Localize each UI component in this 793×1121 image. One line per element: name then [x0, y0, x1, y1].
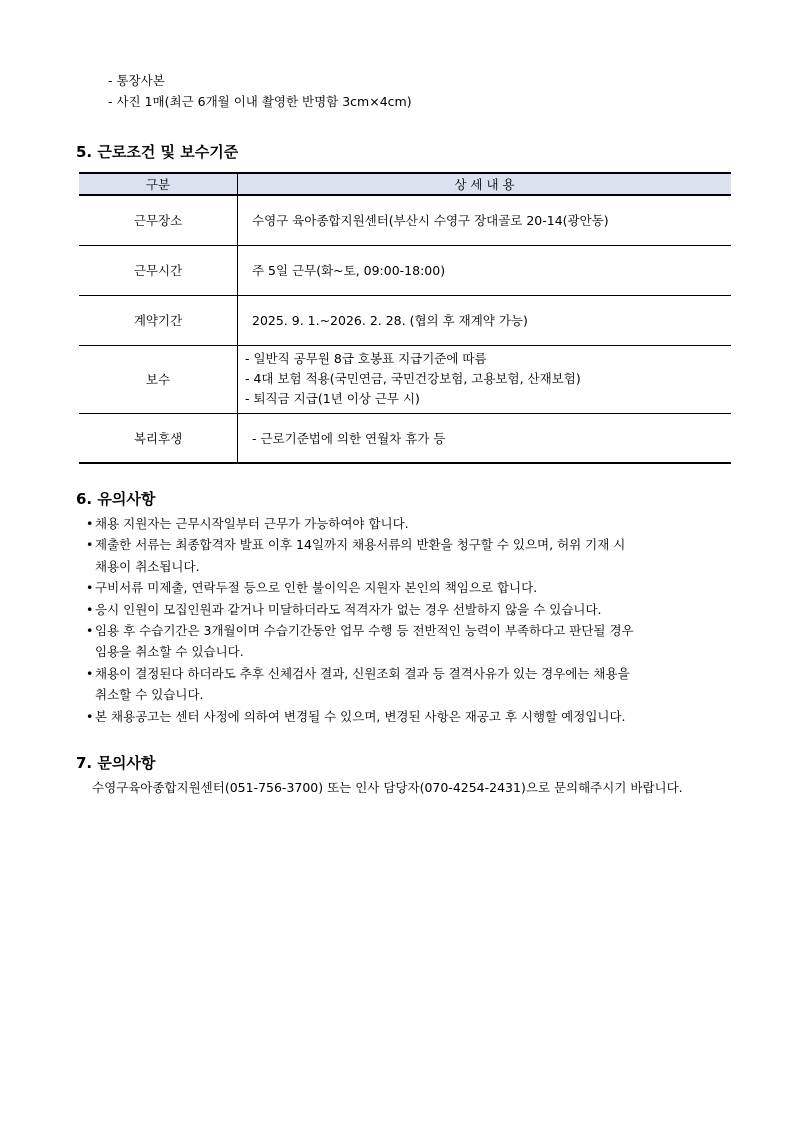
list-item [86, 620, 736, 663]
bullet-icon: • [86, 580, 94, 596]
row-label: 복리후생 [79, 413, 238, 463]
list-item [86, 577, 736, 598]
section7-heading: 7. 문의사항 [76, 754, 156, 772]
table-row [79, 195, 731, 245]
notice-text-cont: 임용을 취소할 수 있습니다. [95, 644, 244, 660]
column-header-category: 구분 [79, 173, 238, 195]
notice-text-cont: 취소할 수 있습니다. [95, 687, 204, 703]
list-item [86, 706, 736, 727]
row-label: 근무장소 [79, 195, 238, 245]
working-conditions-table [79, 172, 731, 464]
table-row [79, 295, 731, 345]
notice-text: 본 채용공고는 센터 사정에 의하여 변경될 수 있으며, 변경된 사항은 재공고 후 시행할 예정입니다. [95, 708, 626, 724]
pay-item: - 4대 보험 적용(국민연금, 국민건강보험, 고용보험, 산재보험) [245, 371, 581, 386]
notice-text: 응시 인원이 모집인원과 같거나 미달하더라도 적격자가 없는 경우 선발하지 않을 수 있습니다. [95, 601, 602, 617]
row-value: - 근로기준법에 의한 연월차 휴가 등 [238, 413, 732, 463]
list-item [86, 599, 736, 620]
notice-text: 임용 후 수습기간은 3개월이며 수습기간동안 업무 수행 등 전반적인 능력이 부족하다고 판단될 경우 [95, 623, 634, 639]
pay-item: - 일반직 공무원 8급 호봉표 지급기준에 따름 [245, 351, 487, 366]
column-header-details: 상 세 내 용 [238, 173, 732, 195]
notices-list [86, 513, 736, 727]
contact-info: 수영구육아종합지원센터(051-756-3700) 또는 인사 담당자(070-4254-2431)으로 문의해주시기 바랍니다. [92, 780, 683, 795]
row-value: 수영구 육아종합지원센터(부산시 수영구 장대골로 20-14(광안동) [238, 195, 732, 245]
document-item: - 통장사본 [108, 73, 165, 88]
bullet-icon: • [86, 601, 94, 617]
notice-text: 채용이 결정된다 하더라도 추후 신체검사 결과, 신원조회 결과 등 결격사유가 있는 경우에는 채용을 [95, 665, 630, 681]
table-row [79, 245, 731, 295]
section6-heading: 6. 유의사항 [76, 490, 156, 508]
list-item [86, 534, 736, 577]
row-label: 계약기간 [79, 295, 238, 345]
table-row [79, 413, 731, 463]
section5-heading: 5. 근로조건 및 보수기준 [76, 143, 239, 161]
row-label: 근무시간 [79, 245, 238, 295]
row-value: 주 5일 근무(화~토, 09:00-18:00) [238, 245, 732, 295]
pay-item: - 퇴직금 지급(1년 이상 근무 시) [245, 391, 420, 406]
required-documents-list [108, 70, 412, 112]
row-value: 2025. 9. 1.~2026. 2. 28. (협의 후 재계약 가능) [238, 295, 732, 345]
notice-text: 제출한 서류는 최종합격자 발표 이후 14일까지 채용서류의 반환을 청구할 수 있으며, 허위 기재 시 [95, 537, 626, 553]
table-header-row [79, 173, 731, 195]
row-value-list [238, 345, 732, 413]
bullet-icon: • [86, 623, 94, 639]
bullet-icon: • [86, 537, 94, 553]
row-label: 보수 [79, 345, 238, 413]
notice-text: 구비서류 미제출, 연락두절 등으로 인한 불이익은 지원자 본인의 책임으로 합니다. [95, 580, 538, 596]
notice-text: 채용 지원자는 근무시작일부터 근무가 가능하여야 합니다. [95, 516, 409, 531]
bullet-icon: • [86, 516, 94, 531]
bullet-icon: • [86, 708, 94, 724]
list-item [86, 513, 736, 534]
table-row [79, 345, 731, 413]
notice-text-cont: 채용이 취소됩니다. [95, 558, 200, 574]
list-item [86, 663, 736, 706]
bullet-icon: • [86, 665, 94, 681]
document-item: - 사진 1매(최근 6개월 이내 촬영한 반명함 3cm×4cm) [108, 94, 412, 109]
